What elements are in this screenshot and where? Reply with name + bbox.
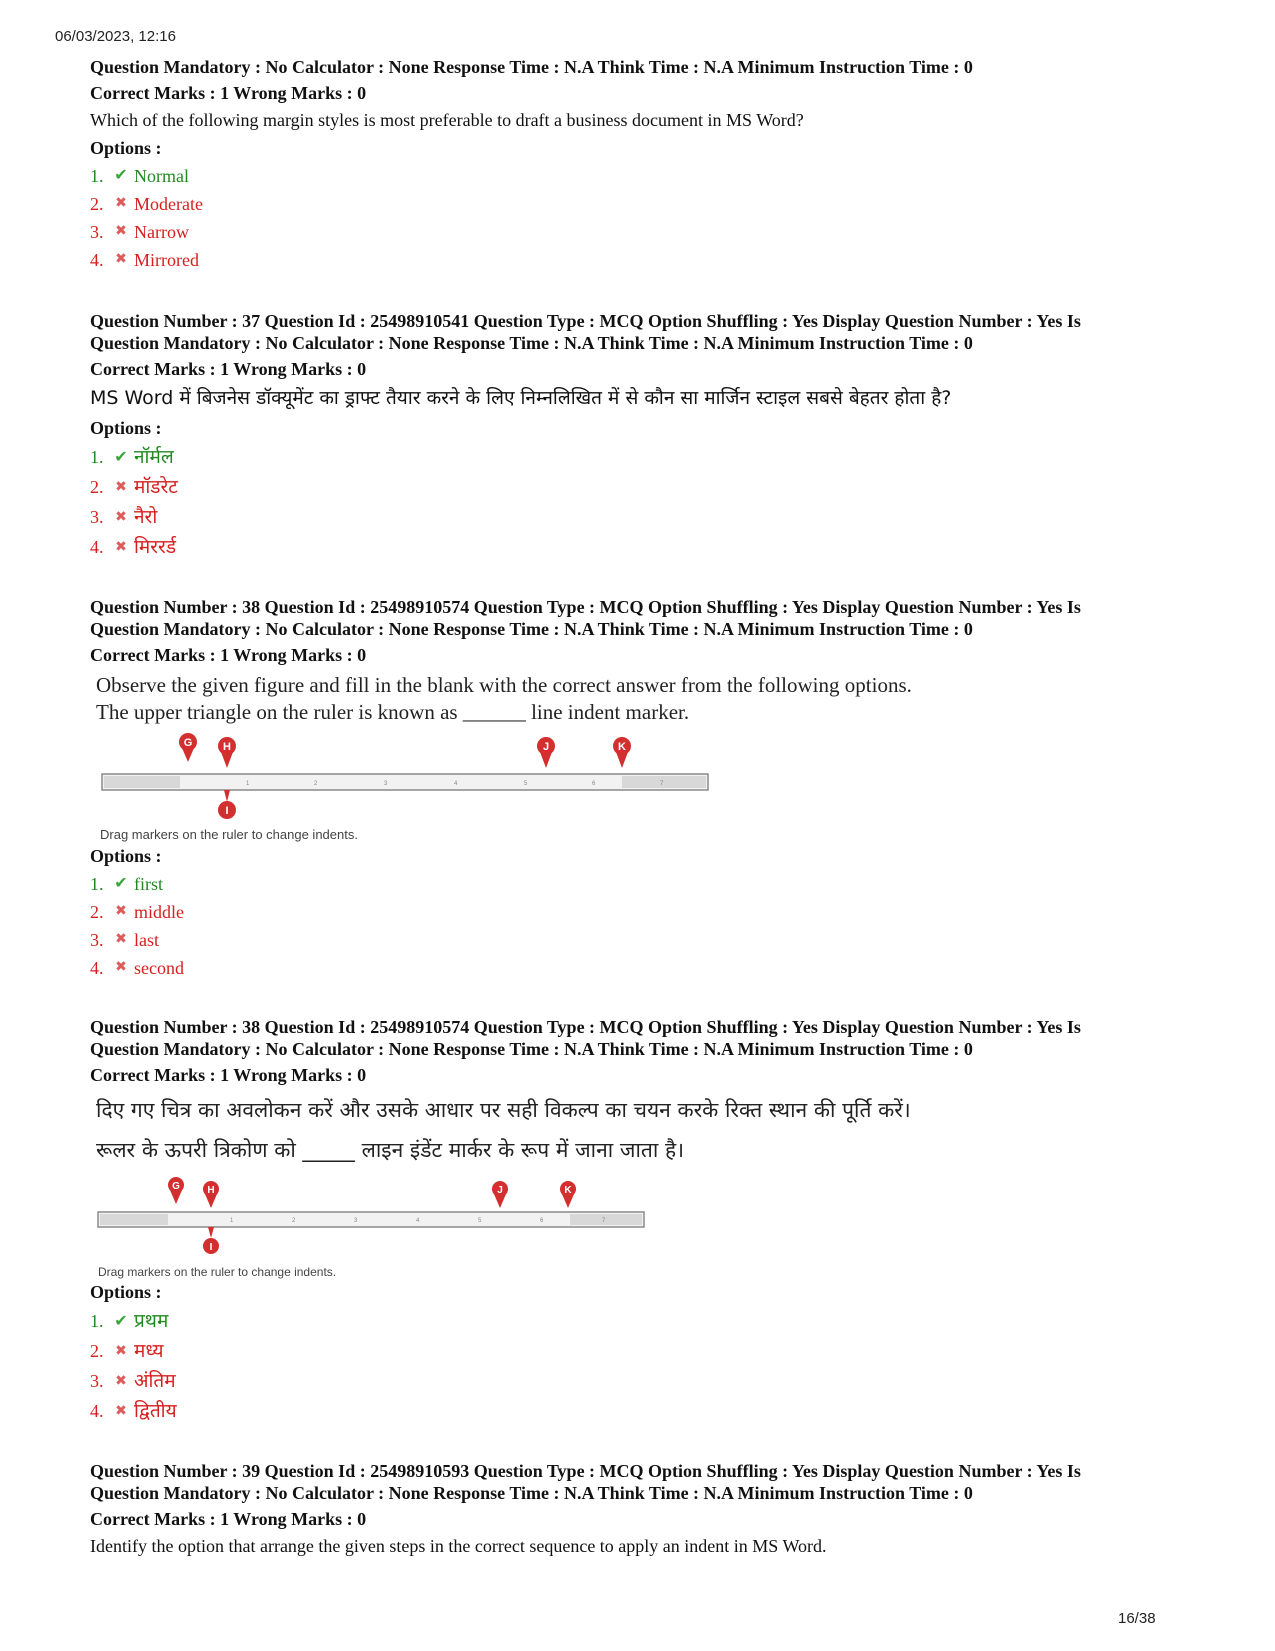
svg-text:K: K — [618, 741, 626, 753]
option-3: 3. ✖ अंतिम — [90, 1366, 1210, 1396]
svg-text:I: I — [225, 805, 229, 817]
marker-g-icon — [168, 1177, 184, 1204]
options-label: Options : — [90, 418, 162, 438]
cross-icon: ✖ — [115, 539, 127, 555]
marker-i-icon — [218, 790, 236, 819]
ruler-tick-label: 5 — [524, 781, 528, 787]
marker-g-icon — [179, 733, 197, 762]
check-icon: ✔ — [114, 447, 128, 466]
question-marks: Correct Marks : 1 Wrong Marks : 0 — [90, 645, 367, 665]
svg-text:H: H — [207, 1185, 215, 1196]
svg-text:J: J — [542, 741, 550, 753]
options-label: Options : — [90, 138, 162, 158]
question-meta: Question Mandatory : No Calculator : None Response Time : N.A Think Time : N.A Minimum Instruction Time : 0 — [90, 619, 973, 639]
ruler-caption: Drag markers on the ruler to change indents. — [100, 827, 358, 842]
marker-k-icon — [560, 1181, 576, 1208]
question-meta: Question Number : 38 Question Id : 25498910574 Question Type : MCQ Option Shuffling : Yes Display Question Number : Yes Is — [90, 1017, 1081, 1037]
question-meta: Question Number : 39 Question Id : 25498910593 Question Type : MCQ Option Shuffling : Yes Display Question Number : Yes Is — [90, 1461, 1081, 1481]
question-38-en-block — [90, 596, 1210, 982]
question-meta: Question Mandatory : No Calculator : None Response Time : N.A Think Time : N.A Minimum Instruction Time : 0 — [90, 57, 973, 77]
option-3: 3. ✖ नैरो — [90, 502, 1210, 532]
question-36-block — [90, 56, 1210, 274]
option-2: 2. ✖ middle — [90, 898, 1210, 926]
ruler-tick-label: 3 — [384, 781, 388, 787]
cross-icon: ✖ — [115, 932, 127, 947]
ruler-image — [90, 732, 730, 822]
marker-h-icon — [218, 737, 236, 768]
question-37-block — [90, 310, 1210, 562]
ruler-figure — [90, 1176, 670, 1279]
cross-icon: ✖ — [115, 904, 127, 919]
check-icon: ✔ — [114, 875, 128, 892]
cross-icon: ✖ — [115, 960, 127, 975]
check-icon: ✔ — [114, 167, 128, 184]
question-meta: Question Number : 38 Question Id : 25498910574 Question Type : MCQ Option Shuffling : Yes Display Question Number : Yes Is — [90, 597, 1081, 617]
page-number: 16/38 — [1118, 1610, 1156, 1627]
option-4: 4. ✖ द्वितीय — [90, 1396, 1210, 1426]
question-meta: Question Mandatory : No Calculator : None Response Time : N.A Think Time : N.A Minimum Instruction Time : 0 — [90, 1039, 973, 1059]
question-39-block — [90, 1460, 1210, 1558]
option-4: 4. ✖ Mirrored — [90, 246, 1210, 274]
marker-h-icon — [203, 1181, 219, 1208]
option-4: 4. ✖ second — [90, 954, 1210, 982]
svg-text:I: I — [209, 1242, 213, 1253]
cross-icon: ✖ — [115, 1373, 127, 1389]
question-38-hi-block — [90, 1016, 1210, 1426]
ruler-tick-label: 1 — [246, 781, 250, 787]
marker-j-icon — [537, 737, 555, 768]
svg-text:J: J — [497, 1185, 503, 1196]
question-meta: Question Number : 37 Question Id : 25498910541 Question Type : MCQ Option Shuffling : Yes Display Question Number : Yes Is — [90, 311, 1081, 331]
question-meta: Question Mandatory : No Calculator : None Response Time : N.A Think Time : N.A Minimum Instruction Time : 0 — [90, 1483, 973, 1503]
option-1: 1. ✔ Normal — [90, 162, 1210, 190]
option-2: 2. ✖ मॉडरेट — [90, 472, 1210, 502]
ruler-tick-label: 1 — [230, 1218, 234, 1224]
check-icon: ✔ — [114, 1311, 128, 1330]
cross-icon: ✖ — [115, 479, 127, 495]
question-marks: Correct Marks : 1 Wrong Marks : 0 — [90, 1065, 367, 1085]
svg-text:G: G — [183, 737, 193, 749]
ruler-tick-label: 7 — [602, 1218, 606, 1224]
marker-j-icon — [492, 1181, 508, 1208]
ruler-tick-label: 5 — [478, 1218, 482, 1224]
ruler-tick-label: 6 — [592, 781, 596, 787]
ruler-caption: Drag markers on the ruler to change indents. — [98, 1265, 337, 1279]
cross-icon: ✖ — [115, 509, 127, 525]
question-marks: Correct Marks : 1 Wrong Marks : 0 — [90, 83, 367, 103]
question-text: Identify the option that arrange the given steps in the correct sequence to apply an indent in MS Word. — [90, 1536, 827, 1556]
cross-icon: ✖ — [115, 1343, 127, 1359]
option-3: 3. ✖ last — [90, 926, 1210, 954]
ruler-tick-label: 2 — [314, 781, 318, 787]
cross-icon: ✖ — [115, 224, 127, 239]
option-1: 1. ✔ प्रथम — [90, 1306, 1210, 1336]
ruler-tick-label: 7 — [660, 781, 664, 787]
ruler-figure — [90, 732, 730, 840]
question-text: रूलर के ऊपरी त्रिकोण को _____ लाइन इंडेंट मार्कर के रूप में जाना जाता है। — [96, 1138, 685, 1162]
cross-icon: ✖ — [115, 1403, 127, 1419]
option-4: 4. ✖ मिररर्ड — [90, 532, 1210, 562]
svg-text:K: K — [564, 1185, 572, 1196]
cross-icon: ✖ — [115, 252, 127, 267]
question-text: MS Word में बिजनेस डॉक्यूमेंट का ड्राफ्ट तैयार करने के लिए निम्नलिखित में से कौन सा मार्जिन स्टाइल सबसे बेहतर होता है? — [90, 387, 952, 409]
options-label: Options : — [90, 846, 162, 866]
marker-k-icon — [613, 737, 631, 768]
question-marks: Correct Marks : 1 Wrong Marks : 0 — [90, 1509, 367, 1529]
question-text: Which of the following margin styles is most preferable to draft a business document in MS Word? — [90, 110, 804, 130]
option-3: 3. ✖ Narrow — [90, 218, 1210, 246]
ruler-image — [90, 1176, 670, 1260]
svg-text:G: G — [172, 1181, 180, 1192]
option-2: 2. ✖ Moderate — [90, 190, 1210, 218]
option-1: 1. ✔ नॉर्मल — [90, 442, 1210, 472]
option-2: 2. ✖ मध्य — [90, 1336, 1210, 1366]
question-text: The upper triangle on the ruler is known as ______ line indent marker. — [96, 700, 690, 724]
question-meta: Question Mandatory : No Calculator : None Response Time : N.A Think Time : N.A Minimum Instruction Time : 0 — [90, 333, 973, 353]
ruler-tick-label: 4 — [454, 781, 458, 787]
option-1: 1. ✔ first — [90, 870, 1210, 898]
print-timestamp: 06/03/2023, 12:16 — [55, 28, 176, 45]
cross-icon: ✖ — [115, 196, 127, 211]
marker-i-icon — [203, 1227, 219, 1254]
question-marks: Correct Marks : 1 Wrong Marks : 0 — [90, 359, 367, 379]
question-paper — [90, 56, 1210, 1596]
question-text: दिए गए चित्र का अवलोकन करें और उसके आधार पर सही विकल्प का चयन करके रिक्त स्थान की पूर्ति करें। — [96, 1098, 911, 1122]
options-label: Options : — [90, 1282, 162, 1302]
ruler-tick-label: 2 — [292, 1218, 296, 1224]
ruler-tick-label: 4 — [416, 1218, 420, 1224]
ruler-tick-label: 6 — [540, 1218, 544, 1224]
question-text: Observe the given figure and fill in the blank with the correct answer from the following options. — [96, 673, 912, 697]
svg-text:H: H — [223, 741, 231, 753]
ruler-tick-label: 3 — [354, 1218, 358, 1224]
